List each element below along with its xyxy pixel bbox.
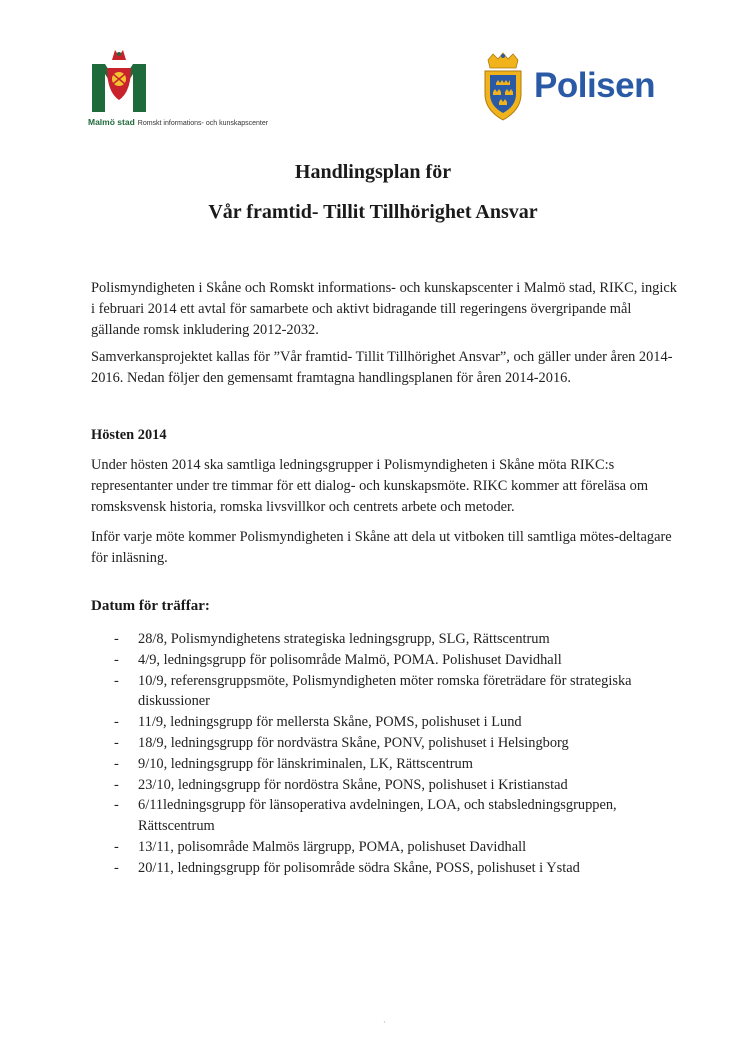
list-item-text: 20/11, ledningsgrupp för polisområde södra Skåne, POSS, polishuset i Ystad xyxy=(138,859,580,876)
list-item-text: 13/11, polisområde Malmös lärgrupp, POMA, polishuset Davidhall xyxy=(138,838,527,855)
list-bullet: - xyxy=(114,672,119,689)
list-bullet: - xyxy=(114,734,119,751)
list-bullet: - xyxy=(114,651,119,668)
list-item-text: 23/10, ledningsgrupp för nordöstra Skåne, PONS, polishuset i Kristianstad xyxy=(138,776,568,793)
intro-paragraph-2: Samverkansprojektet kallas för ”Vår framtid- Tillit Tillhörighet Ansvar”, och gäller under åren 2014-2016. Nedan följer den gemensamt framtagna handlingsplanen för åren 2014-2016. xyxy=(91,349,673,386)
list-bullet: - xyxy=(114,838,119,855)
list-item-text: 9/10, ledningsgrupp för länskriminalen, LK, Rättscentrum xyxy=(138,755,473,772)
section-heading-autumn: Hösten 2014 xyxy=(91,427,167,443)
list-item xyxy=(114,650,674,671)
list-bullet: - xyxy=(114,755,119,772)
list-item xyxy=(114,712,674,733)
list-item-text: 18/9, ledningsgrupp för nordvästra Skåne, PONV, polishuset i Helsingborg xyxy=(138,734,569,751)
list-bullet: - xyxy=(114,797,119,814)
section-heading-meetings: Datum för träffar: xyxy=(91,598,210,614)
list-item xyxy=(114,858,674,879)
meeting-list xyxy=(114,629,674,879)
list-item-text: 6/11ledningsgrupp för länsoperativa avdelningen, LOA, och stabsledningsgruppen, Rättscentrum xyxy=(138,797,617,835)
list-item xyxy=(114,671,674,713)
list-item-text: 11/9, ledningsgrupp för mellersta Skåne, POMS, polishuset i Lund xyxy=(138,714,522,731)
list-item xyxy=(114,629,674,650)
list-item xyxy=(114,795,674,837)
list-item xyxy=(114,837,674,858)
malmo-name: Malmö stad xyxy=(88,117,135,127)
malmo-stad-logo xyxy=(88,46,318,127)
polisen-wordmark: Polisen xyxy=(534,66,655,105)
malmo-crest-icon xyxy=(90,46,148,112)
list-item xyxy=(114,775,674,796)
document-subtitle: Vår framtid- Tillit Tillhörighet Ansvar xyxy=(208,201,538,223)
list-bullet: - xyxy=(114,714,119,731)
list-bullet: - xyxy=(114,776,119,793)
autumn-paragraph-1: Under hösten 2014 ska samtliga ledningsgrupper i Polismyndigheten i Skåne möta RIKC:s representanter under tre timmar för ett dialog- och kunskapsmöte. RIKC kommer att föreläsa om romsksvensk historia, romska livsvillkor och centrets arbete och metoder. xyxy=(91,457,649,515)
police-badge-icon xyxy=(478,52,528,122)
list-bullet: - xyxy=(114,631,119,647)
intro-paragraph-1: Polismyndigheten i Skåne och Romskt informations- och kunskapscenter i Malmö stad, RIKC, ingick i februari 2014 ett avtal för samarbete och aktivt bidragande till regeringens övergripande mål gällande romsk inkludering 2012-2032. xyxy=(91,280,677,338)
list-bullet: - xyxy=(114,859,119,876)
document-title: Handlingsplan för xyxy=(294,161,452,183)
polisen-logo xyxy=(478,52,658,124)
malmo-subtitle: Romskt informations- och kunskapscenter xyxy=(137,120,269,127)
list-item-text: 4/9, ledningsgrupp för polisområde Malmö, POMA. Polishuset Davidhall xyxy=(138,651,562,668)
list-item xyxy=(114,754,674,775)
autumn-paragraph-2: Inför varje möte kommer Polismyndigheten i Skåne att dela ut vitboken till samtliga mötes-deltagare för inläsning. xyxy=(91,529,672,566)
footer-mark: · xyxy=(383,1018,386,1027)
list-item-text: 28/8, Polismyndighetens strategiska ledningsgrupp, SLG, Rättscentrum xyxy=(138,631,550,647)
list-item-text: 10/9, referensgruppsmöte, Polismyndigheten möter romska företrädare för strategiska diskussioner xyxy=(138,672,632,710)
list-item xyxy=(114,733,674,754)
